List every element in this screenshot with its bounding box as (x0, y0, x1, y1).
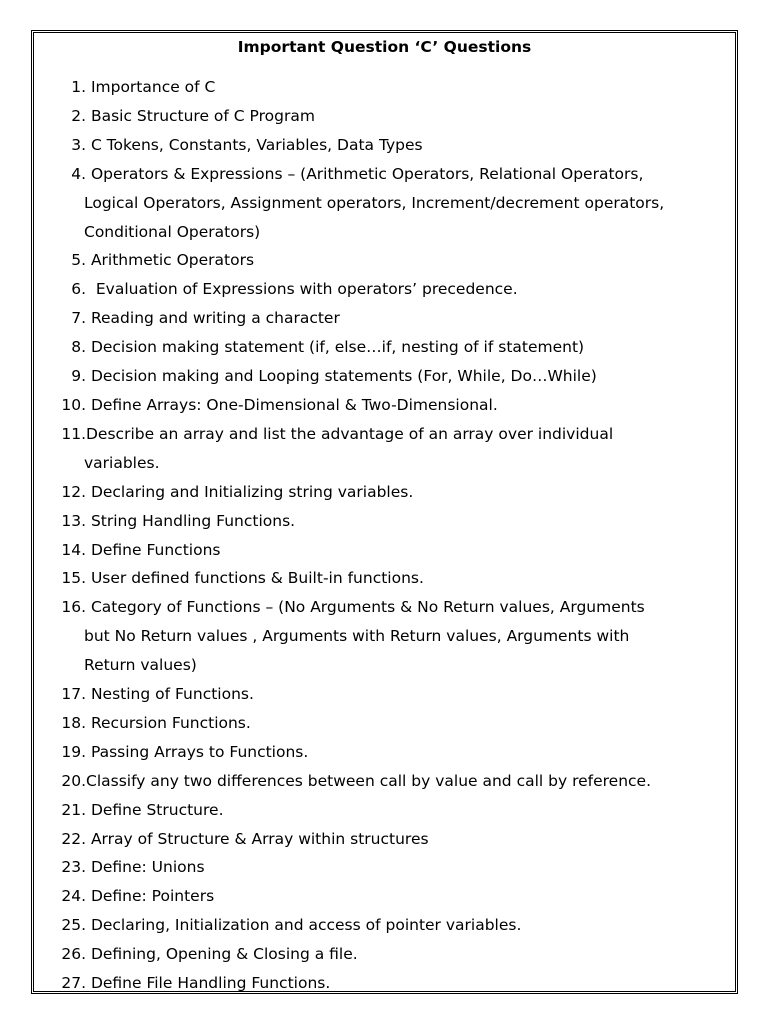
question-item (56, 507, 746, 536)
question-item (56, 593, 746, 680)
question-number: 18. (61, 713, 86, 732)
question-list (56, 73, 746, 998)
question-text: Decision making and Looping statements (For, While, Do…While) (90, 367, 597, 386)
question-line (56, 680, 746, 709)
question-text: Describe an array and list the advantage of an array over individual (86, 424, 614, 443)
question-item (56, 246, 746, 275)
question-item (56, 680, 746, 709)
question-line (56, 160, 746, 189)
question-number: 21. (61, 800, 86, 819)
question-item (56, 767, 746, 796)
question-line (56, 102, 746, 131)
question-gap (86, 280, 96, 298)
question-text: Passing Arrays to Functions. (90, 742, 309, 761)
question-number: 22. (61, 829, 86, 848)
question-item (56, 969, 746, 998)
document-frame (31, 30, 738, 994)
question-item (56, 391, 746, 420)
question-line (56, 333, 746, 362)
question-number: 7. (71, 309, 86, 328)
question-text: Define Structure. (90, 800, 224, 819)
question-number: 10. (61, 395, 86, 414)
question-number: 25. (61, 916, 86, 935)
question-item (56, 304, 746, 333)
question-line (56, 131, 746, 160)
question-line (56, 507, 746, 536)
question-line (56, 478, 746, 507)
question-number: 9. (71, 367, 86, 386)
question-item (56, 362, 746, 391)
question-continuation: Logical Operators, Assignment operators, Increment/decrement operators, (84, 193, 665, 212)
question-number: 5. (71, 251, 86, 270)
question-item (56, 160, 746, 247)
question-line (56, 767, 746, 796)
question-number: 15. (61, 569, 86, 588)
question-item (56, 940, 746, 969)
question-item (56, 738, 746, 767)
question-number: 13. (61, 511, 86, 530)
question-text: Nesting of Functions. (90, 685, 254, 704)
document-title: Important Question ‘C’ Questions (237, 38, 532, 56)
question-item (56, 564, 746, 593)
question-item (56, 536, 746, 565)
question-line (56, 911, 746, 940)
question-line (56, 536, 746, 565)
question-text: Define: Unions (90, 858, 205, 877)
question-continuation: Conditional Operators) (84, 222, 261, 241)
question-line (56, 738, 746, 767)
question-line (56, 969, 746, 998)
question-item (56, 73, 746, 102)
question-text: Define Functions (90, 540, 221, 559)
question-item (56, 911, 746, 940)
question-line (56, 593, 746, 622)
question-number: 12. (61, 482, 86, 501)
question-line (56, 73, 746, 102)
question-text: Importance of C (90, 78, 216, 96)
question-line (56, 564, 746, 593)
question-text: Reading and writing a character (90, 309, 340, 328)
question-continuation: variables. (84, 453, 160, 472)
question-item (56, 825, 746, 854)
question-text: C Tokens, Constants, Variables, Data Types (90, 135, 423, 154)
question-text: Defining, Opening & Closing a file. (90, 945, 358, 964)
question-number: 1. (71, 78, 86, 96)
question-number: 27. (61, 974, 86, 993)
question-text: Define File Handling Functions. (90, 974, 331, 993)
question-number: 26. (61, 945, 86, 964)
question-item (56, 882, 746, 911)
question-text: Category of Functions – (No Arguments & No Return values, Arguments (90, 598, 645, 617)
question-line (56, 940, 746, 969)
question-continuation: but No Return values , Arguments with Return values, Arguments with (84, 627, 630, 646)
question-number: 16. (61, 598, 86, 617)
question-item (56, 102, 746, 131)
question-item (56, 131, 746, 160)
question-text: Classify any two differences between call by value and call by reference. (86, 771, 652, 790)
question-number: 17. (61, 685, 86, 704)
question-line (56, 882, 746, 911)
question-text: Arithmetic Operators (90, 251, 255, 270)
question-text: Recursion Functions. (90, 713, 251, 732)
question-item (56, 478, 746, 507)
question-text: User defined functions & Built-in functions. (90, 569, 424, 588)
question-number: 14. (61, 540, 86, 559)
question-line (56, 391, 746, 420)
question-item (56, 709, 746, 738)
question-number: 2. (71, 106, 86, 125)
question-line (56, 853, 746, 882)
question-line (56, 825, 746, 854)
question-line (56, 246, 746, 275)
question-line (56, 275, 746, 304)
question-number: 6. (71, 280, 86, 299)
question-item (56, 853, 746, 882)
question-number: 20. (61, 771, 86, 790)
question-number: 3. (71, 135, 86, 154)
question-number: 23. (61, 858, 86, 877)
question-text: Declaring and Initializing string variables. (90, 482, 414, 501)
question-text: Decision making statement (if, else…if, nesting of if statement) (90, 338, 585, 357)
question-item (56, 333, 746, 362)
question-text: Array of Structure & Array within structures (90, 829, 429, 848)
question-number: 8. (71, 338, 86, 357)
question-number: 24. (61, 887, 86, 906)
question-line (56, 304, 746, 333)
question-line (56, 709, 746, 738)
question-number: 11. (61, 424, 86, 443)
question-text: Define: Pointers (90, 887, 215, 906)
question-text: Declaring, Initialization and access of pointer variables. (90, 916, 522, 935)
question-continuation: Return values) (84, 656, 197, 675)
question-item (56, 796, 746, 825)
question-text: Evaluation of Expressions with operators’ precedence. (95, 280, 518, 299)
question-text: Define Arrays: One-Dimensional & Two-Dimensional. (90, 395, 498, 414)
question-line (56, 420, 746, 449)
question-line (56, 362, 746, 391)
question-number: 19. (61, 742, 86, 761)
question-number: 4. (71, 164, 86, 183)
question-text: String Handling Functions. (90, 511, 296, 530)
question-text: Operators & Expressions – (Arithmetic Operators, Relational Operators, (90, 164, 644, 183)
question-text: Basic Structure of C Program (90, 106, 315, 125)
question-item (56, 275, 746, 304)
question-item (56, 420, 746, 478)
question-line (56, 796, 746, 825)
